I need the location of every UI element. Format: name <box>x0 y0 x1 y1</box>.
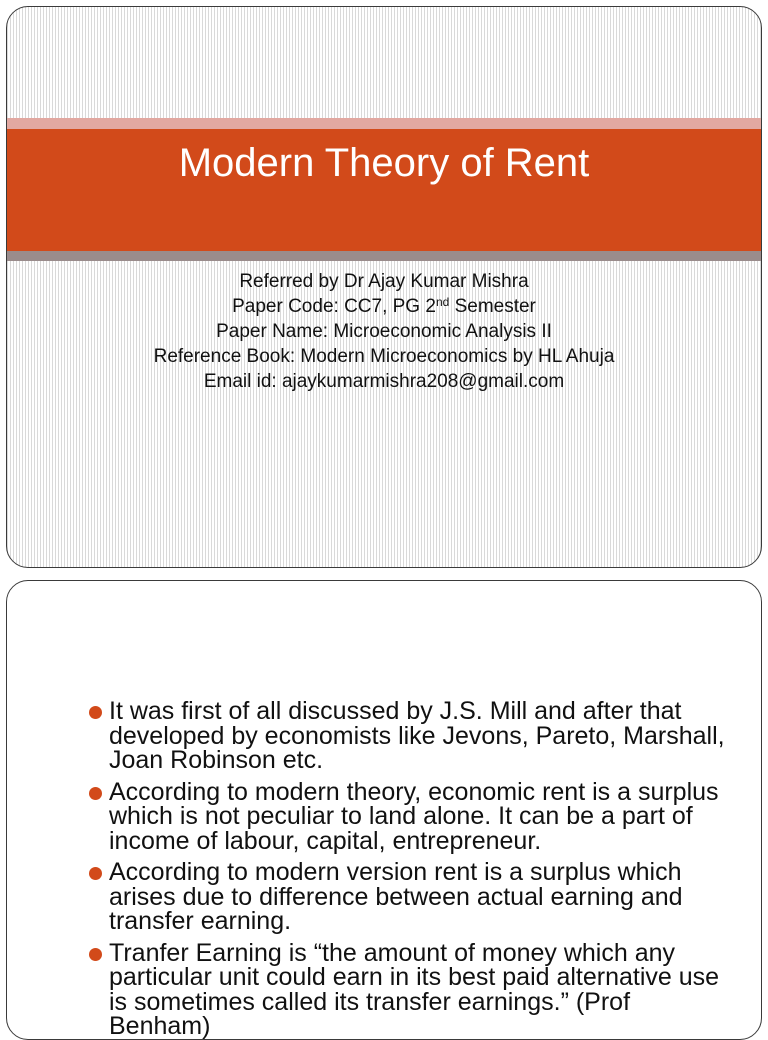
bullet-text: According to modern theory, economic rent is a surplus which is not peculiar to land alone. It can be a part of income of labour, capital, entrepreneur. <box>109 778 719 855</box>
bullet-text: According to modern version rent is a surplus which arises due to difference between actual earning and transfer earning. <box>109 858 683 935</box>
email-line: Email id: ajaykumarmishra208@gmail.com <box>7 369 761 394</box>
bullet-text: It was first of all discussed by J.S. Mill and after that developed by economists like Jevons, Pareto, Marshall, Joan Robinson etc. <box>109 697 725 774</box>
title-slide <box>6 6 762 568</box>
title-band-bottom-stripe <box>7 251 761 261</box>
slide-subtitle <box>7 269 761 394</box>
title-band-top-stripe <box>7 118 761 129</box>
bullet-text: Tranfer Earning is “the amount of money which any particular unit could earn in its best paid alternative use is sometimes called its transfer earnings.” (Prof Benham) <box>109 939 719 1040</box>
bullet-item <box>87 780 737 854</box>
referred-by-line: Referred by Dr Ajay Kumar Mishra <box>7 269 761 294</box>
bullet-item <box>87 699 737 773</box>
bullet-dot-icon <box>89 948 102 961</box>
content-slide <box>6 580 762 1040</box>
paper-code-semester: Semester <box>449 296 536 317</box>
paper-name-line: Paper Name: Microeconomic Analysis II <box>7 319 761 344</box>
paper-code-text: Paper Code: CC7, PG 2 <box>232 296 436 317</box>
reference-book-line: Reference Book: Modern Microeconomics by HL Ahuja <box>7 344 761 369</box>
paper-code-line <box>7 294 761 319</box>
paper-code-superscript: nd <box>436 295 449 309</box>
slide-title: Modern Theory of Rent <box>7 137 761 189</box>
bullet-dot-icon <box>89 706 102 719</box>
bullet-item <box>87 860 737 934</box>
bullet-dot-icon <box>89 787 102 800</box>
bullet-dot-icon <box>89 867 102 880</box>
bullet-list <box>87 699 737 1040</box>
